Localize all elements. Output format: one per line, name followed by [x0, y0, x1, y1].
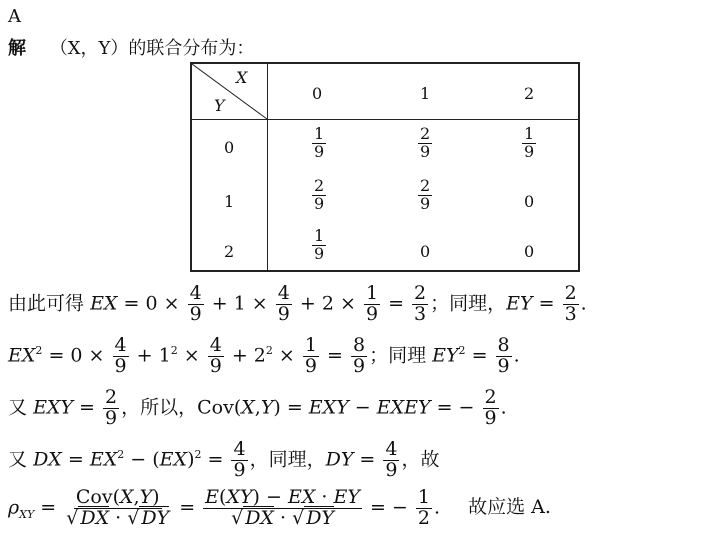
x-value-2: 2: [524, 84, 535, 103]
table-horizontal-rule: [192, 119, 578, 120]
formula-line-ex: 由此可得 EX = 0 × $\frac{4}{9}$ + 1 × $\frac{4}{9}$ + 2 × $\frac{1}{9}$ = $\frac{2}{3}$ ；同理，EY = $\frac{2}{3}$ .: [8, 282, 587, 325]
table-cell: $\frac{2}{9}$: [420, 176, 431, 213]
y-value-2: 2: [224, 242, 235, 261]
table-cell: 0: [524, 242, 535, 261]
formula-line-ex2: $EX^2 = 0$ × $\frac{4}{9}$ + $1^2$ × $\frac{4}{9}$ + $2^2$ × $\frac{1}{9}$ = $\frac{8}{9}$ ；同理 $EY^2$ = $\frac{8}{9}$ .: [8, 334, 520, 377]
formula-line-dx: 又 DX = $EX^2 - (EX)^2$ = $\frac{4}{9}$ ，同理，DY = $\frac{4}{9}$ ，故: [8, 438, 440, 481]
table-cell: $\frac{1}{9}$: [314, 226, 325, 263]
header-y: Y: [214, 96, 225, 115]
intro-text: （X，Y）的联合分布为：: [49, 38, 255, 59]
table-cell: $\frac{1}{9}$: [524, 124, 535, 161]
table-cell: $\frac{2}{9}$: [314, 176, 325, 213]
formula-line-cov: 又 EXY = $\frac{2}{9}$ ，所以，Cov(X,Y) = EXY − EXEY = − $\frac{2}{9}$ .: [8, 386, 507, 429]
table-cell: 0: [420, 242, 431, 261]
formula-line-rho: $\rho_{XY}$ = $\frac{\text{Cov(X,Y)}}{√ DX \cdot √ DY}$ = $\frac{E(XY) - EX \cdot EY}{√ DX \cdot √ DY}$ = − $\frac{1}{2}$ . 故应选 A.: [8, 486, 551, 529]
header-x: X: [236, 68, 248, 87]
table-vertical-rule: [267, 64, 268, 270]
x-value-1: 1: [420, 84, 431, 103]
table-cell: $\frac{2}{9}$: [420, 124, 431, 161]
conclusion-text: 故应选 A.: [468, 496, 551, 519]
diagonal-divider: [192, 64, 268, 120]
answer-letter: A: [8, 6, 21, 27]
joint-distribution-table: [190, 62, 580, 272]
y-value-1: 1: [224, 192, 235, 211]
y-value-0: 0: [224, 138, 235, 157]
table-cell: $\frac{1}{9}$: [314, 124, 325, 161]
table-cell: 0: [524, 192, 535, 211]
x-value-0: 0: [312, 84, 323, 103]
solution-label: 解: [8, 38, 26, 59]
solution-intro: [8, 34, 254, 60]
